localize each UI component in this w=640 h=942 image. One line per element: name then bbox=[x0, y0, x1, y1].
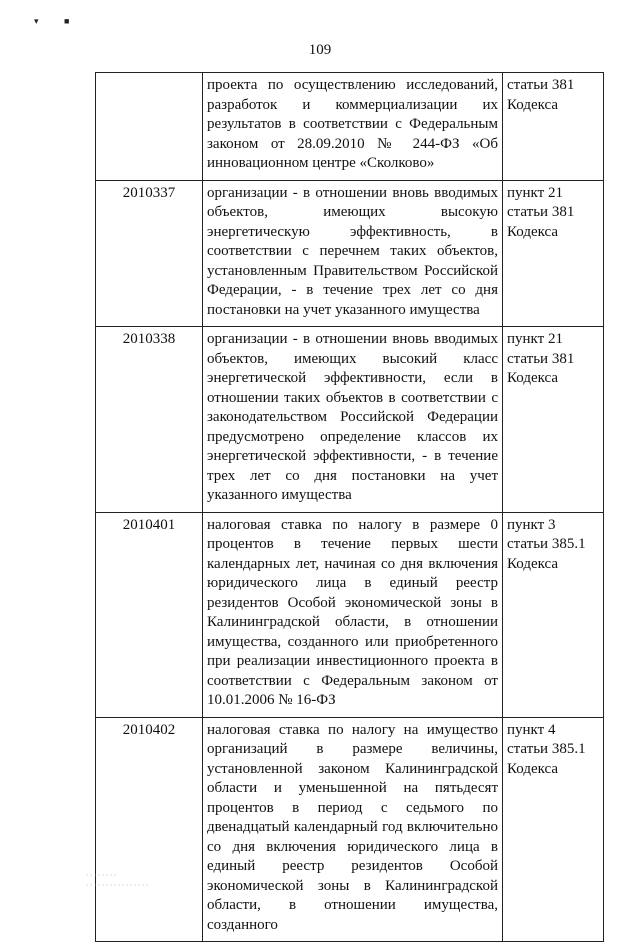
code-cell bbox=[96, 73, 203, 181]
scan-footer-watermark: · · · · · · · · · · · · · · · · · · · · · · · · bbox=[86, 871, 148, 890]
reference-cell: пункт 21 статьи 381 Кодекса bbox=[503, 180, 604, 327]
page-number: 109 bbox=[308, 42, 332, 58]
reference-cell: пункт 21 статьи 381 Кодекса bbox=[503, 327, 604, 513]
description-cell: налоговая ставка по налогу на имущество организаций в размере величины, установленной законом Калининградской области и уменьшенной на пятьдесят процентов в период с седьмого по двенадцатый календарный год включительно со дня включения юридического лица в единый реестр резидентов Особой экономической зоны в Калининградской области, в отношении имущества, созданного bbox=[203, 717, 503, 942]
table-row bbox=[96, 327, 604, 513]
reference-cell: пункт 4 статьи 385.1 Кодекса bbox=[503, 717, 604, 942]
reference-cell: пункт 3 статьи 385.1 Кодекса bbox=[503, 512, 604, 717]
scan-mark-right: ■ bbox=[64, 16, 70, 26]
description-cell: налоговая ставка по налогу в размере 0 процентов в течение первых шести календарных лет, начиная со дня включения юридического лица в единый реестр резидентов Особой экономической зоны в Калининградской области, в отношении имущества, созданного или приобретенного при реализации инвестиционного проекта в соответствии с Федеральным законом от 10.01.2006 № 16-ФЗ bbox=[203, 512, 503, 717]
table-row bbox=[96, 180, 604, 327]
code-cell: 2010402 bbox=[96, 717, 203, 942]
description-cell: организации - в отношении вновь вводимых объектов, имеющих высокий класс энергетической эффективности, если в отношении таких объектов в соответствии с законодательством Российской Федерации предусмотрено определение классов их энергетической эффективности, - в течение трех лет со дня постановки на учет указанного имущества bbox=[203, 327, 503, 513]
table-row bbox=[96, 73, 604, 181]
tax-codes-table bbox=[95, 72, 604, 942]
table-row bbox=[96, 717, 604, 942]
code-cell: 2010338 bbox=[96, 327, 203, 513]
code-cell: 2010401 bbox=[96, 512, 203, 717]
scan-mark-left: ▾ bbox=[34, 16, 39, 26]
reference-cell: статьи 381 Кодекса bbox=[503, 73, 604, 181]
code-cell: 2010337 bbox=[96, 180, 203, 327]
table-row bbox=[96, 512, 604, 717]
description-cell: организации - в отношении вновь вводимых объектов, имеющих высокую энергетическую эффективность, в соответствии с перечнем таких объектов, установленным Правительством Российской Федерации, - в течение трех лет со дня постановки на учет указанного имущества bbox=[203, 180, 503, 327]
description-cell: проекта по осуществлению исследований, разработок и коммерциализации их результатов в соответствии с Федеральным законом от 28.09.2010 № 244-ФЗ «Об инновационном центре «Сколково» bbox=[203, 73, 503, 181]
